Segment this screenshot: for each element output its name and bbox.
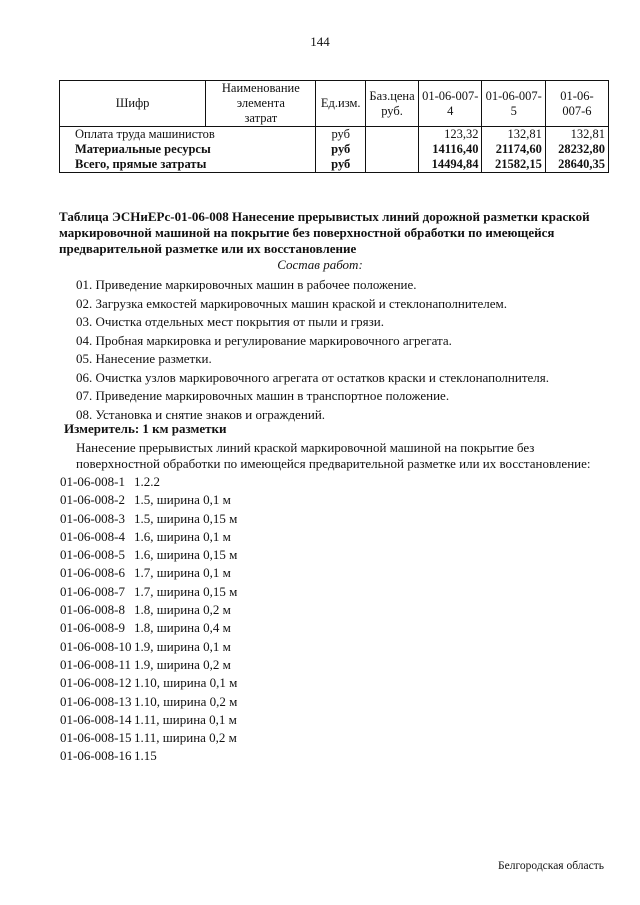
row-value-1: 123,32 — [419, 127, 482, 143]
work-list — [76, 276, 549, 424]
row-unit: руб — [316, 157, 366, 173]
item-description: 1.8, ширина 0,4 м — [134, 620, 231, 636]
list-item: 07. Приведение маркировочных машин в транспортное положение. — [76, 388, 450, 403]
item-description: 1.2.2 — [134, 474, 160, 489]
footer-region: Белгородская область — [498, 860, 604, 872]
item-description: 1.10, ширина 0,2 м — [134, 693, 238, 709]
list-item — [60, 546, 237, 564]
row-value-3: 132,81 — [545, 127, 608, 143]
header-col1: 01-06-007-4 — [419, 81, 482, 127]
row-base — [366, 142, 419, 157]
row-base — [366, 127, 419, 143]
list-item — [60, 601, 237, 619]
composition-heading: Состав работ: — [277, 257, 363, 272]
item-description: 1.10, ширина 0,1 м — [134, 675, 238, 691]
page-number: 144 — [310, 34, 330, 49]
item-description: 1.11, ширина 0,2 м — [134, 730, 237, 746]
item-code: 01-06-008-2 — [60, 492, 125, 508]
item-description: 1.11, ширина 0,1 м — [134, 711, 237, 727]
item-description: 1.7, ширина 0,15 м — [134, 583, 238, 599]
list-item — [60, 583, 237, 601]
row-name-cont — [206, 127, 316, 143]
header-base-line2: руб. — [381, 103, 403, 118]
item-description: 1.6, ширина 0,15 м — [134, 547, 238, 563]
item-code: 01-06-008-14 — [60, 711, 132, 727]
row-value-1: 14116,40 — [419, 142, 482, 157]
row-value-2: 21582,15 — [482, 157, 545, 173]
header-name-line1: Наименование элемента — [221, 81, 300, 110]
table-row — [60, 157, 609, 173]
list-item — [60, 747, 237, 765]
row-value-1: 14494,84 — [419, 157, 482, 173]
item-code: 01-06-008-3 — [60, 510, 125, 526]
item-description: 1.8, ширина 0,2 м — [134, 602, 231, 618]
row-name: Всего, прямые затраты — [60, 157, 206, 173]
list-item: 08. Установка и снятие знаков и ограждений. — [76, 406, 326, 422]
row-value-2: 132,81 — [482, 127, 545, 143]
cost-table — [59, 80, 609, 173]
list-item — [60, 729, 237, 747]
row-value-3: 28232,80 — [545, 142, 608, 157]
header-base-price — [366, 81, 419, 127]
item-code: 01-06-008-12 — [60, 675, 132, 691]
item-code: 01-06-008-16 — [60, 748, 132, 764]
item-code: 01-06-008-7 — [60, 583, 125, 599]
list-item — [60, 491, 237, 509]
row-value-2: 21174,60 — [482, 142, 545, 157]
row-name: Материальные ресурсы — [60, 142, 206, 157]
row-name-cont — [206, 142, 316, 157]
list-item: 04. Пробная маркировка и регулирование маркировочного агрегата. — [76, 332, 452, 348]
row-name: Оплата труда машинистов — [60, 127, 206, 143]
table-row — [60, 142, 609, 157]
list-item — [60, 564, 237, 582]
list-item: 01. Приведение маркировочных машин в рабочее положение. — [76, 277, 417, 292]
header-name — [206, 81, 316, 127]
header-base-line1: Баз.цена — [369, 88, 415, 103]
row-unit: руб — [316, 142, 366, 157]
item-description: 1.15 — [134, 748, 157, 764]
item-code: 01-06-008-6 — [60, 565, 125, 581]
item-description: 1.9, ширина 0,2 м — [134, 656, 231, 672]
item-description: 1.5, ширина 0,15 м — [134, 510, 238, 526]
item-code: 01-06-008-11 — [60, 656, 132, 672]
list-item — [60, 656, 237, 674]
item-code: 01-06-008-5 — [60, 547, 125, 563]
code-list — [60, 473, 237, 766]
header-code: Шифр — [60, 81, 206, 127]
item-code: 01-06-008-4 — [60, 528, 125, 544]
list-item — [60, 473, 237, 491]
measure-description: Нанесение прерывистых линий краской маркировочной машиной на покрытие без поверхностной обработки по имеющейся предварительной разметке или их восстановление: — [76, 440, 591, 471]
row-base — [366, 157, 419, 173]
item-description: 1.5, ширина 0,1 м — [134, 492, 231, 508]
list-item — [60, 619, 237, 637]
header-unit: Ед.изм. — [316, 81, 366, 127]
item-code: 01-06-008-1 — [60, 474, 125, 489]
item-code: 01-06-008-13 — [60, 693, 132, 709]
list-item — [60, 528, 237, 546]
item-description: 1.7, ширина 0,1 м — [134, 565, 231, 581]
list-item: 06. Очистка узлов маркировочного агрегата от остатков краски и стеклонаполнителя. — [76, 369, 550, 385]
measure-unit: Измеритель: 1 км разметки — [64, 421, 227, 436]
header-name-line2: затрат — [244, 111, 278, 125]
table-row — [60, 127, 609, 143]
item-code: 01-06-008-10 — [60, 638, 132, 654]
row-name-cont — [206, 157, 316, 173]
row-value-3: 28640,35 — [545, 157, 608, 173]
list-item: 05. Нанесение разметки. — [76, 351, 212, 366]
list-item — [60, 638, 237, 656]
item-code: 01-06-008-9 — [60, 620, 125, 636]
list-item — [60, 693, 237, 711]
item-description: 1.9, ширина 0,1 м — [134, 638, 231, 654]
item-code: 01-06-008-15 — [60, 730, 132, 746]
list-item: 02. Загрузка емкостей маркировочных машин краской и стеклонаполнителем. — [76, 295, 507, 311]
table-header-row — [60, 81, 609, 127]
header-col2: 01-06-007-5 — [482, 81, 545, 127]
list-item — [60, 711, 237, 729]
list-item — [60, 674, 237, 692]
item-description: 1.6, ширина 0,1 м — [134, 528, 231, 544]
table-title: Таблица ЭСНиЕРс-01-06-008 Нанесение прерывистых линий дорожной разметки краской маркировочной машиной на покрытие без поверхностной обработки по имеющейся предварительной разметке или их восстановление — [59, 209, 590, 256]
list-item: 03. Очистка отдельных мест покрытия от пыли и грязи. — [76, 314, 384, 329]
list-item — [60, 510, 237, 528]
item-code: 01-06-008-8 — [60, 602, 125, 618]
header-col3: 01-06-007-6 — [545, 81, 608, 127]
row-unit: руб — [316, 127, 366, 143]
